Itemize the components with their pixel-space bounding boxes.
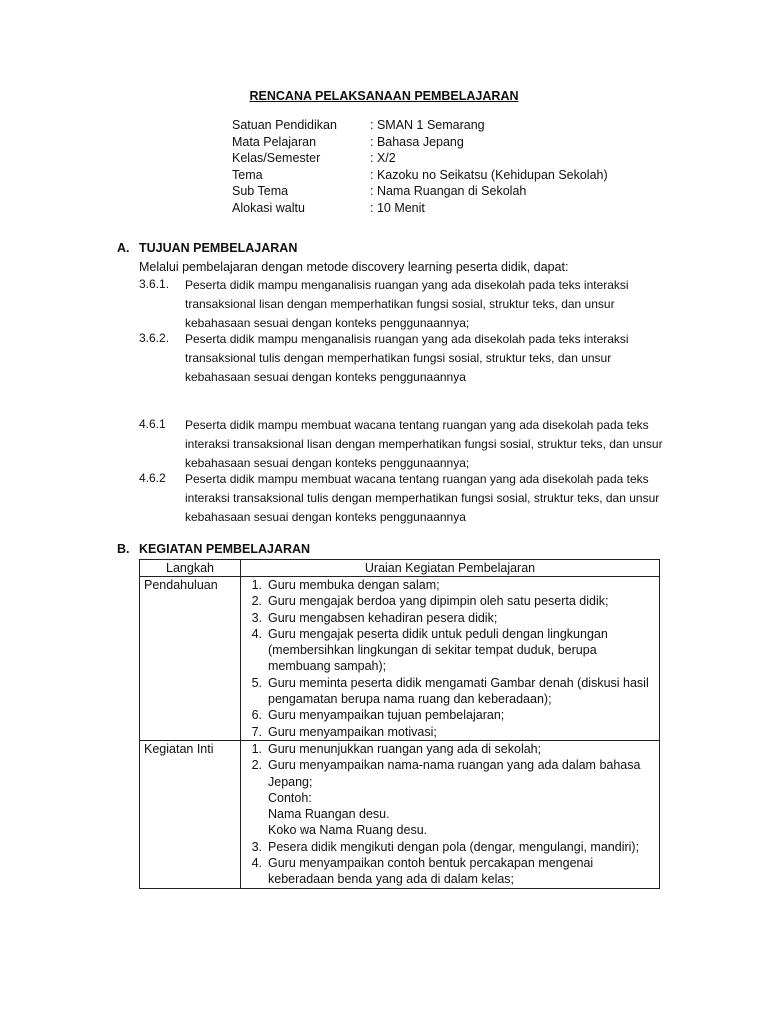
- step-label: Kegiatan Inti: [140, 740, 241, 888]
- table-row: [140, 740, 660, 888]
- step-label: Pendahuluan: [140, 577, 241, 741]
- activity-list: [241, 741, 659, 790]
- info-value: : SMAN 1 Semarang: [370, 118, 485, 132]
- item-text: Guru mengajak berdoa yang dipimpin oleh satu peserta didik;: [268, 594, 609, 609]
- item-number: 1.: [251, 578, 262, 592]
- objective-number: 3.6.2.: [139, 331, 170, 345]
- info-row: [232, 150, 608, 167]
- info-label: Alokasi waltu: [232, 200, 305, 215]
- list-item: [241, 839, 659, 855]
- example-sentence: Nama Ruangan desu.: [268, 807, 390, 822]
- objective-item: [139, 417, 675, 473]
- section-b-heading: [117, 542, 310, 556]
- table-row: [140, 577, 660, 741]
- item-number: 3.: [251, 610, 262, 625]
- item-number: 7.: [251, 724, 262, 739]
- objective-text: Peserta didik mampu membuat wacana tentang ruangan yang ada disekolah pada teks interaksi transaksional tulis dengan memperhatikan fungsi sosial, struktur teks, dan unsur kebahasaan sesuai dengan konteks penggunaannya: [185, 472, 660, 524]
- objective-item: [139, 331, 675, 387]
- item-number: 6.: [251, 708, 262, 723]
- activity-table: [139, 559, 660, 889]
- info-row: [232, 183, 608, 200]
- info-row: [232, 167, 608, 184]
- section-a-heading: [117, 241, 297, 255]
- info-row: [232, 134, 608, 151]
- list-item: [241, 855, 659, 888]
- item-number: 3.: [251, 839, 262, 854]
- table-header-row: [140, 560, 660, 577]
- activity-list: [241, 577, 659, 740]
- item-text: Guru mengajak peserta didik untuk peduli dengan lingkungan (membersihkan lingkungan di sekitar tempat duduk, berupa membuang sampah);: [268, 626, 608, 674]
- item-text: Guru menyampaikan nama-nama ruangan yang ada dalam bahasa Jepang;: [268, 758, 641, 789]
- item-number: 2.: [251, 758, 262, 773]
- identity-block: [232, 117, 608, 217]
- objective-number: 4.6.2: [139, 471, 166, 485]
- info-label: Satuan Pendidikan: [232, 118, 337, 132]
- item-text: Guru menyampaikan motivasi;: [268, 724, 437, 739]
- item-number: 2.: [251, 594, 262, 609]
- objective-text: Peserta didik mampu menganalisis ruangan yang ada disekolah pada teks interaksi transaksional tulis dengan memperhatikan fungsi sosial, struktur teks, dan unsur kebahasaan sesuai dengan konteks penggunaannya: [185, 332, 629, 384]
- list-item: [241, 675, 659, 708]
- info-value: : Bahasa Jepang: [370, 134, 464, 149]
- item-text: Guru menyampaikan contoh bentuk percakapan mengenai keberadaan benda yang ada di dalam kelas;: [268, 856, 594, 887]
- objective-number: 4.6.1: [139, 417, 166, 431]
- item-number: 4.: [251, 856, 262, 871]
- item-text: Guru mengabsen kehadiran pesera didik;: [268, 610, 498, 625]
- section-a-intro: Melalui pembelajaran dengan metode discovery learning peserta didik, dapat:: [139, 260, 569, 274]
- objective-number: 3.6.1.: [139, 277, 170, 291]
- item-number: 5.: [251, 675, 262, 690]
- example-sentence: Koko wa Nama Ruang desu.: [268, 823, 428, 838]
- section-title: KEGIATAN PEMBELAJARAN: [139, 542, 311, 556]
- info-label: Tema: [232, 167, 263, 182]
- info-value: : Kazoku no Seikatsu (Kehidupan Sekolah): [370, 167, 608, 182]
- activity-list: [241, 839, 659, 888]
- info-row: [232, 200, 608, 217]
- item-text: Guru menyampaikan tujuan pembelajaran;: [268, 708, 505, 723]
- column-header-description: Uraian Kegiatan Pembelajaran: [241, 560, 660, 577]
- list-item: [241, 593, 659, 609]
- activity-list-cell: [241, 577, 660, 741]
- list-item: [241, 707, 659, 723]
- info-label: Mata Pelajaran: [232, 134, 317, 149]
- example-label: Contoh:: [268, 790, 312, 805]
- list-item: [241, 724, 659, 740]
- info-value: : Nama Ruangan di Sekolah: [370, 184, 527, 199]
- section-letter: A.: [117, 241, 130, 255]
- item-number: 4.: [251, 626, 262, 641]
- list-item: [241, 610, 659, 626]
- section-title: TUJUAN PEMBELAJARAN: [139, 241, 298, 255]
- item-text: Guru meminta peserta didik mengamati Gambar denah (diskusi hasil pengamatan berupa nama ruang dan keberadaan);: [268, 675, 649, 707]
- info-value: : X/2: [370, 151, 396, 166]
- info-label: Sub Tema: [232, 184, 289, 199]
- section-letter: B.: [117, 542, 130, 556]
- info-row: [232, 117, 608, 134]
- column-header-step: Langkah: [140, 560, 241, 577]
- document-title: RENCANA PELAKSANAAN PEMBELAJARAN: [249, 89, 519, 103]
- info-label: Kelas/Semester: [232, 151, 321, 166]
- list-item: [241, 577, 659, 593]
- activity-list-cell: [241, 740, 660, 888]
- item-text: Guru menunjukkan ruangan yang ada di sekolah;: [268, 741, 542, 756]
- list-item: [241, 757, 659, 790]
- item-text: Guru membuka dengan salam;: [268, 578, 440, 592]
- objective-text: Peserta didik mampu membuat wacana tentang ruangan yang ada disekolah pada teks interaksi transaksional lisan dengan memperhatikan fungsi sosial, struktur teks, dan unsur kebahasaan sesuai dengan konteks penggunaannya;: [185, 418, 663, 470]
- objective-item: [139, 277, 675, 333]
- item-text: Pesera didik mengikuti dengan pola (dengar, mengulangi, mandiri);: [268, 839, 640, 854]
- item-number: 1.: [251, 741, 262, 756]
- list-item: [241, 626, 659, 675]
- list-item: [241, 741, 659, 757]
- objective-text: Peserta didik mampu menganalisis ruangan yang ada disekolah pada teks interaksi transaksional lisan dengan memperhatikan fungsi sosial, struktur teks, dan unsur kebahasaan sesuai dengan konteks penggunaannya;: [185, 278, 629, 330]
- info-value: : 10 Menit: [370, 200, 425, 215]
- objective-item: [139, 471, 675, 527]
